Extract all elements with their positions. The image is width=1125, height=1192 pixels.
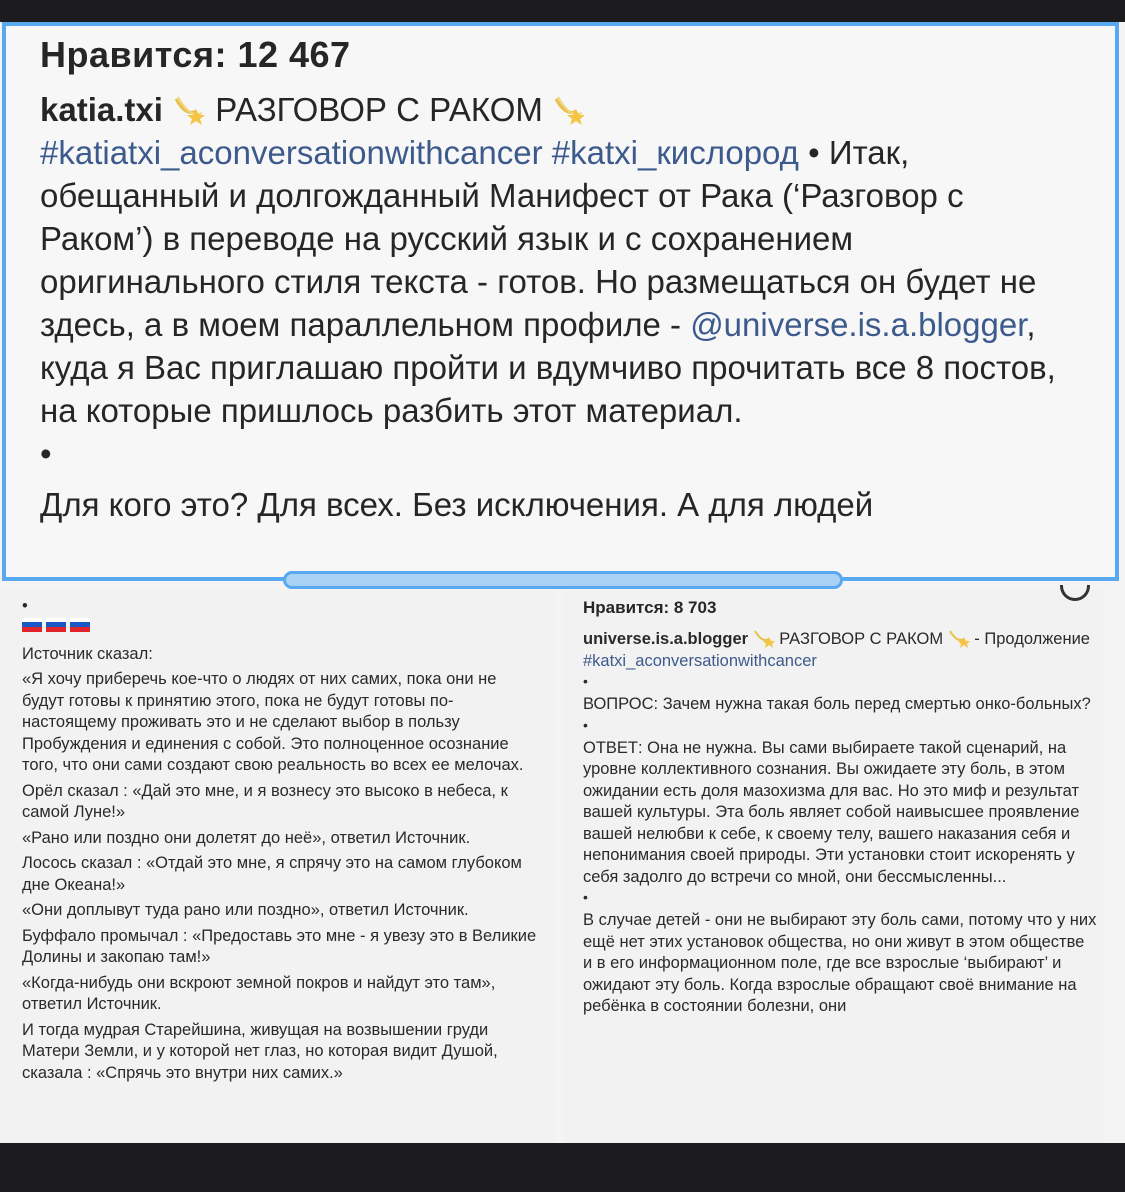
paragraph: Орёл сказал : «Дай это мне, и я вознесу это высоко в небеса, к самой Луне!»: [22, 781, 508, 821]
paragraph: «Я хочу приберечь кое-что о людях от них самих, пока они не будут готовы к принятию этого, пока не будут готовы по-настоящему проживать это и не сделают выбор в пользу Пробуждения и единения с собой. Это полноценное осознание того, что они сами создают свою реальность во всех ее мелочах.: [22, 670, 524, 774]
post-title: РАЗГОВОР С РАКОМ: [215, 91, 543, 128]
top-black-bar: [0, 0, 1125, 22]
question-text: ВОПРОС: Зачем нужна такая боль перед смертью онко-больных?: [583, 695, 1091, 713]
collage-canvas: [0, 22, 1125, 1143]
post-title: РАЗГОВОР С РАКОМ: [779, 630, 944, 648]
hashtag-link[interactable]: #katiatxi_aconversationwithcancer: [40, 134, 543, 171]
left-post-crop: [0, 590, 555, 1143]
caption: [40, 88, 1080, 526]
top-post-content: [40, 34, 1080, 526]
children-text: В случае детей - они не выбирают эту боль сами, потому что у них ещё нет этих установок общества, но они живут в этом обществе и в его информационном поле, где все взрослые ‘выбирают’ и ожидают эту боль. Когда взрослые обращают своё внимание на ребёнка в состоянии болезни, они: [583, 911, 1097, 1015]
title-suffix: - Продолжение: [974, 630, 1090, 648]
shooting-star-icon: [753, 628, 775, 648]
hashtag-link[interactable]: #katxi_aconversationwithcancer: [583, 651, 817, 670]
likes-count: Нравится: 8 703: [583, 598, 717, 617]
caption-text: , куда я Вас приглашаю пройти и вдумчиво прочитать все 8 постов, на которые пришлось разбить этот материал.: [40, 306, 1056, 429]
paragraph: «Они доплывут туда рано или поздно», ответил Источник.: [22, 901, 469, 919]
answer-text: ОТВЕТ: Она не нужна. Вы сами выбираете такой сценарий, на уровне коллективного сознания. Вы ожидаете эту боль, в этом ожидании есть доля мазохизма для вас. Но это миф и результат вашей культуры. Эта боль являет собой наивысшее проявление вашей нелюбви к себе, к своему телу, вашего наказания себя и непонимания своей природы. Эти установки стоит искоренять у себя задолго до встречи со мной, они бессмысленны...: [583, 738, 1080, 886]
cut-off-line: Для кого это? Для всех. Без исключения. А для людей: [40, 486, 874, 523]
right-post-crop: [563, 590, 1105, 1143]
bottom-black-bar: [0, 1143, 1125, 1192]
bullet-dot: •: [583, 716, 588, 733]
bullet-dot: •: [22, 597, 28, 615]
russian-flags: [22, 618, 542, 632]
crop-resize-handle[interactable]: [283, 571, 843, 589]
paragraph: Источник сказал:: [22, 644, 153, 663]
bullet-dot: •: [40, 435, 52, 472]
mention-link[interactable]: @universe.is.a.blogger: [690, 306, 1027, 343]
russia-flag-icon: [70, 618, 90, 632]
likes-count: Нравится: 12 467: [40, 34, 351, 75]
right-post-content: [583, 590, 1098, 1018]
russia-flag-icon: [22, 618, 42, 632]
username[interactable]: universe.is.a.blogger: [583, 630, 749, 648]
username[interactable]: katia.txi: [40, 91, 163, 128]
paragraph: «Когда-нибудь они вскроют земной покров и найдут это там», ответил Источник.: [22, 973, 496, 1013]
top-post-crop[interactable]: [2, 22, 1119, 581]
hashtag-link[interactable]: #katxi_кислород: [551, 134, 799, 171]
separator-dot: •: [808, 134, 820, 171]
shooting-star-icon: [172, 92, 206, 122]
left-post-content: [22, 597, 542, 1088]
caption: [583, 628, 1098, 1018]
paragraph: Буффало промычал : «Предоставь это мне - я увезу это в Великие Долины и закопаю там!»: [22, 926, 537, 966]
paragraph: «Рано или поздно они долетят до неё», ответил Источник.: [22, 828, 471, 847]
story-text: [22, 644, 542, 1085]
paragraph: И тогда мудрая Старейшина, живущая на возвышении груди Матери Земли, и у которой нет глаз, но которая видит Душой, сказала : «Спрячь это внутри них самих.»: [22, 1020, 498, 1082]
paragraph: Лосось сказал : «Отдай это мне, я спрячу это на самом глубоком дне Океана!»: [22, 854, 522, 894]
bullet-dot: •: [583, 889, 588, 905]
russia-flag-icon: [46, 618, 66, 632]
bullet-dot: •: [583, 673, 588, 689]
caption-text: Итак, обещанный и долгожданный Манифест от Рака (‘Разговор с Раком’) в переводе на русский язык и с сохранением оригинального стиля текста - готов. Но размещаться он будет не здесь, а в моем параллельном профиле -: [40, 134, 1037, 343]
shooting-star-icon: [552, 92, 586, 122]
shooting-star-icon: [948, 628, 970, 648]
